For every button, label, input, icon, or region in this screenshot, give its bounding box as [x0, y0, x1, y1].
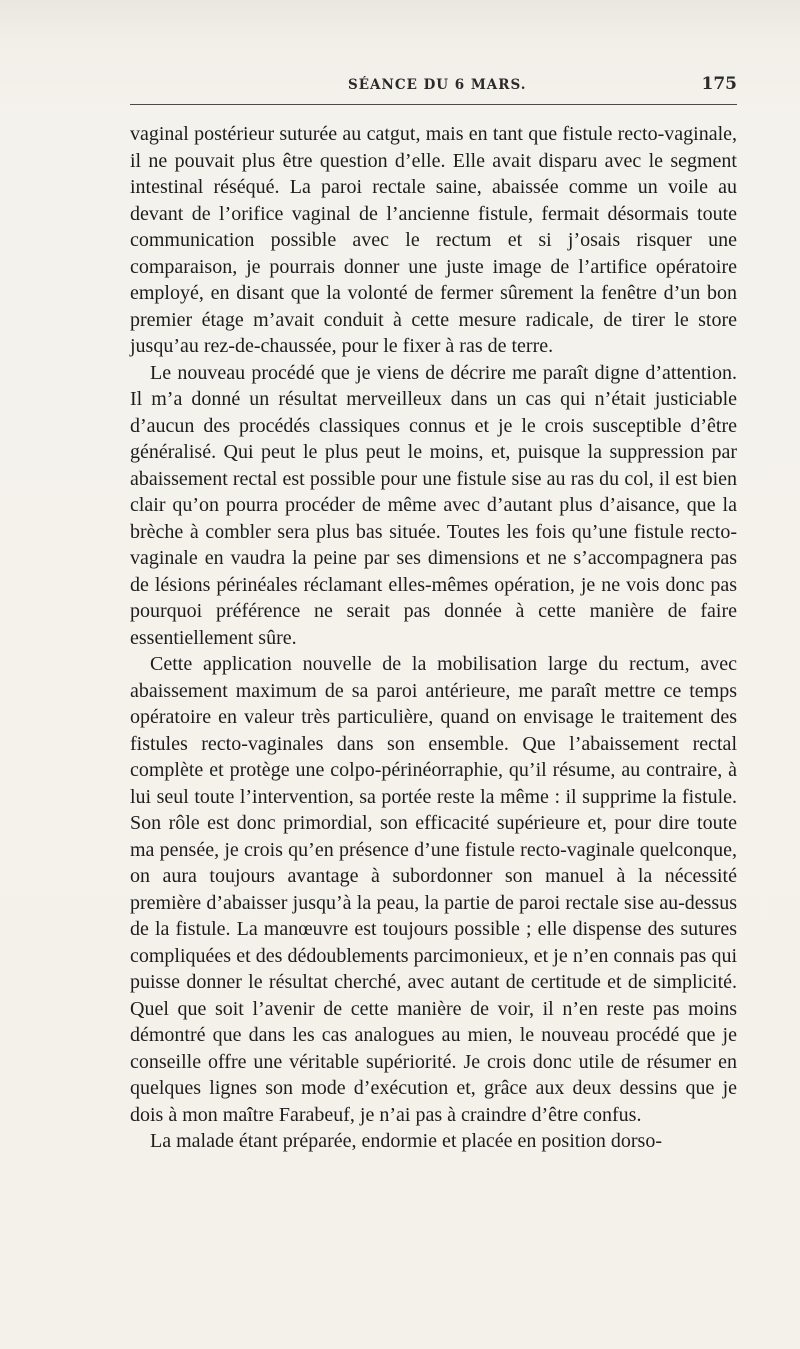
- page-number: 175: [701, 74, 737, 94]
- paragraph-continuation: vaginal postérieur suturée au catgut, mais en tant que fistule recto-vaginale, il ne pouvait plus être question d’elle. Elle avait disparu avec le segment intestinal réséqué. La paroi rectale saine, abaissée comme un voile au devant de l’orifice vaginal de l’ancienne fistule, fermait désormais toute communication possible avec le rectum et si j’osais risquer une comparaison, je pourrais donner une juste image de l’artifice opératoire employé, en disant que la volonté de fermer sûrement la fenêtre d’un bon premier étage m’avait conduit à cette mesure radicale, de tirer le store jusqu’au rez-de-chaussée, pour le fixer à ras de terre.: [130, 123, 737, 357]
- paragraph-patient-preparation: La malade étant préparée, endormie et placée en position dorso-: [150, 1130, 662, 1152]
- body-text: [130, 121, 737, 1155]
- paragraph-new-procedure: Le nouveau procédé que je viens de décrire me paraît digne d’attention. Il m’a donné un résultat merveilleux dans un cas qui n’était justiciable d’aucun des procédés classiques connus et je le crois susceptible d’être généralisé. Qui peut le plus peut le moins, et, puisque la suppression par abaissement rectal est possible pour une fistule sise au ras du col, il est bien clair qu’on pourra procéder de même avec d’autant plus d’aisance, que la brèche à combler sera plus bas située. Toutes les fois qu’une fistule recto-vaginale en vaudra la peine par ses dimensions et ne s’accompagnera pas de lésions périnéales réclamant elles-mêmes opération, je ne vois donc pas pourquoi préférence ne serait pas donnée à cette manière de faire essentiellement sûre.: [130, 361, 737, 649]
- running-title: SÉANCE DU 6 MARS.: [348, 77, 527, 93]
- running-head: [130, 74, 737, 100]
- header-rule: [130, 104, 737, 105]
- paragraph-rectal-mobilisation: Cette application nouvelle de la mobilisation large du rectum, avec abaissement maximum de sa paroi antérieure, me paraît mettre ce temps opératoire en valeur très particulière, quand on envisage le traitement des fistules recto-vaginales dans son ensemble. Que l’abaissement rectal complète et protège une colpo-périnéorraphie, qu’il résume, au contraire, à lui seul toute l’intervention, sa portée reste la même : il supprime la fistule. Son rôle est donc primordial, son efficacité supérieure et, pour dire toute ma pensée, je crois qu’en présence d’une fistule recto-vaginale quelconque, on aura toujours avantage à subordonner son manuel à la nécessité première d’abaisser jusqu’à la peau, la partie de paroi rectale sise au-dessus de la fistule. La manœuvre est toujours possible ; elle dispense des sutures compliquées et des dédoublements parcimonieux, et je n’en connais pas qui puisse donner le résultat cherché, avec autant de certitude et de simplicité. Quel que soit l’avenir de cette manière de voir, il n’en reste pas moins démontré que dans les cas analogues au mien, le nouveau procédé que je conseille offre une véritable supériorité. Je crois donc utile de résumer en quelques lignes son mode d’exécution et, grâce aux deux dessins que je dois à mon maître Farabeuf, je n’ai pas à craindre d’être confus.: [130, 653, 737, 1126]
